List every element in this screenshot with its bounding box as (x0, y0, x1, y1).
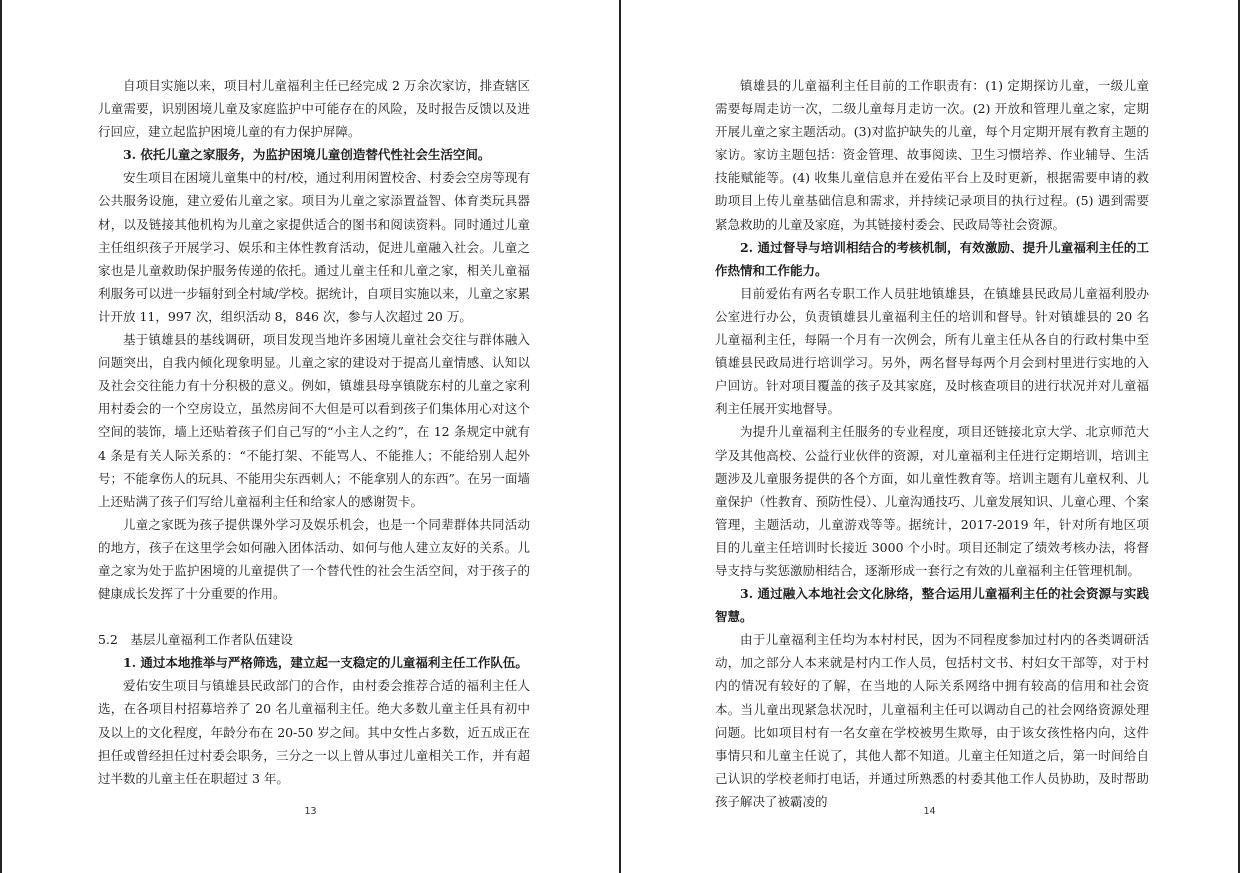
subheading: 3. 依托儿童之家服务，为监护困境儿童创造替代性社会生活空间。 (123, 147, 491, 163)
paragraph: 自项目实施以来，项目村儿童福利主任已经完成 2 万余次家访，排查辖区儿童需要，识别困境儿童及家庭监护中可能存在的风险，及时报告反馈以及进行回应，建立起监护困境儿童的有力保护屏障。 (98, 78, 530, 140)
page-14 (621, 0, 1238, 873)
paragraph: 目前爱佑有两名专职工作人员驻地镇雄县，在镇雄县民政局儿童福利股办公室进行办公，负责镇雄县儿童福利主任的培训和督导。针对镇雄县的 20 名儿童福利主任，每隔一个月有一次例会，所有儿童主任从各自的行政村集中至镇雄县民政局进行培训学习。另外，两名督导每两个月会到村里进行实地的入户回访。针对项目覆盖的孩子及其家庭，及时核查项目的进行状况并对儿童福利主任展开实地督导。 (715, 285, 1149, 417)
subheading: 2. 通过督导与培训相结合的考核机制，有效激励、提升儿童福利主任的工作热情和工作能力。 (715, 239, 1149, 278)
paragraph: 由于儿童福利主任均为本村村民，因为不同程度参加过村内的各类调研活动，加之部分人本来就是村内工作人员，包括村文书、村妇女干部等，对于村内的情况有较好的了解，在当地的人际关系网络中拥有较高的信用和社会资本。当儿童出现紧急状况时，儿童福利主任可以调动自己的社会网络资源处理问题。比如项目村有一名女童在学校被男生欺辱，由于该女孩性格内向，这件事情只和儿童主任说了，其他人都不知道。儿童主任知道之后，第一时间给自己认识的学校老师打电话，并通过所熟悉的村委其他工作人员协助，及时帮助孩子解决了被霸凌的 (715, 632, 1149, 809)
page-number: 14 (923, 806, 936, 817)
subheading: 1. 通过本地推举与严格筛选，建立起一支稳定的儿童福利主任工作队伍。 (123, 655, 528, 671)
paragraph: 镇雄县的儿童福利主任目前的工作职责有：(1) 定期探访儿童，一级儿童需要每周走访一次，二级儿童每月走访一次。(2) 开放和管理儿童之家，定期开展儿童之家主题活动。(3)对监护缺失的儿童，每个月定期开展有教育主题的家访。家访主题包括：资金管理、故事阅读、卫生习惯培养、作业辅导、生活技能赋能等。(4) 收集儿童信息并在爱佑平台上及时更新，根据需要申请的救助项目上传儿童基础信息和需求，并持续记录项目的执行过程。(5) 遇到需要紧急救助的儿童及家庭，为其链接村委会、民政局等社会资源。 (715, 78, 1149, 232)
paragraph: 为提升儿童福利主任服务的专业程度，项目还链接北京大学、北京师范大学及其他高校、公益行业伙伴的资源，对儿童福利主任进行定期培训，培训主题涉及儿童服务提供的各个方面，如儿童性教育等。培训主题有儿童权利、儿童保护（性教育、预防性侵）、儿童沟通技巧、儿童发展知识、儿童心理、个案管理，主题活动，儿童游戏等等。据统计，2017-2019 年，针对所有地区项目的儿童主任培训时长接近 3000 个小时。项目还制定了绩效考核办法，将督导支持与奖惩激励相结合，逐渐形成一套行之有效的儿童福利主任管理机制。 (715, 424, 1149, 578)
page-14-body (715, 74, 1149, 813)
section-heading: 5.2 基层儿童福利工作者队伍建设 (98, 632, 293, 648)
subheading: 3. 通过融入本地社会文化脉络，整合运用儿童福利主任的社会资源与实践智慧。 (715, 586, 1149, 625)
paragraph: 儿童之家既为孩子提供课外学习及娱乐机会，也是一个同辈群体共同活动的地方，孩子在这里学会如何融入团体活动、如何与他人建立友好的关系。儿童之家为处于监护困境的儿童提供了一个替代性的社会生活空间，对于孩子的健康成长发挥了十分重要的作用。 (98, 516, 530, 602)
page-13-body (98, 74, 530, 790)
paragraph: 安生项目在困境儿童集中的村/校，通过利用闲置校舍、村委会空房等现有公共服务设施，建立爱佑儿童之家。项目为儿童之家添置益智、体育类玩具器材，以及链接其他机构为儿童之家提供适合的图书和阅读资料。同时通过儿童主任组织孩子开展学习、娱乐和主体性教育活动，促进儿童融入社会。儿童之家也是儿童救助保护服务传递的依托。通过儿童主任和儿童之家，相关儿童福利服务可以进一步辐射到全村域/学校。据统计，自项目实施以来，儿童之家累计开放 11，997 次，组织活动 8，846 次，参与人次超过 20 万。 (98, 170, 530, 324)
paragraph: 爱佑安生项目与镇雄县民政部门的合作，由村委会推荐合适的福利主任人选，在各项目村招募培养了 20 名儿童福利主任。绝大多数儿童主任具有初中及以上的文化程度，年龄分布在 20-50 岁之间。其中女性占多数，近五成正在担任或曾经担任过村委会职务，三分之一以上曾从事过儿童相关工作，并有超过半数的儿童主任在职超过 3 年。 (98, 678, 530, 786)
page-number: 13 (304, 806, 317, 817)
paragraph: 基于镇雄县的基线调研，项目发现当地许多困境儿童社会交往与群体融入问题突出，自我内倾化现象明显。儿童之家的建设对于提高儿童情感、认知以及社会交往能力有十分积极的意义。例如，镇雄县母享镇陇东村的儿童之家利用村委会的一个空房设立，虽然房间不大但是可以看到孩子们集体用心对这个空间的装饰，墙上还贴着孩子们自己写的“小主人之约”，在 12 条规定中就有 4 条是有关人际关系的：“不能打架、不能骂人、不能推人；不能给别人起外号；不能拿伤人的玩具、不能用尖东西刺人；不能拿别人的东西”。在另一面墙上还贴满了孩子们写给儿童福利主任和给家人的感谢贺卡。 (98, 332, 530, 509)
page-13 (2, 0, 619, 873)
